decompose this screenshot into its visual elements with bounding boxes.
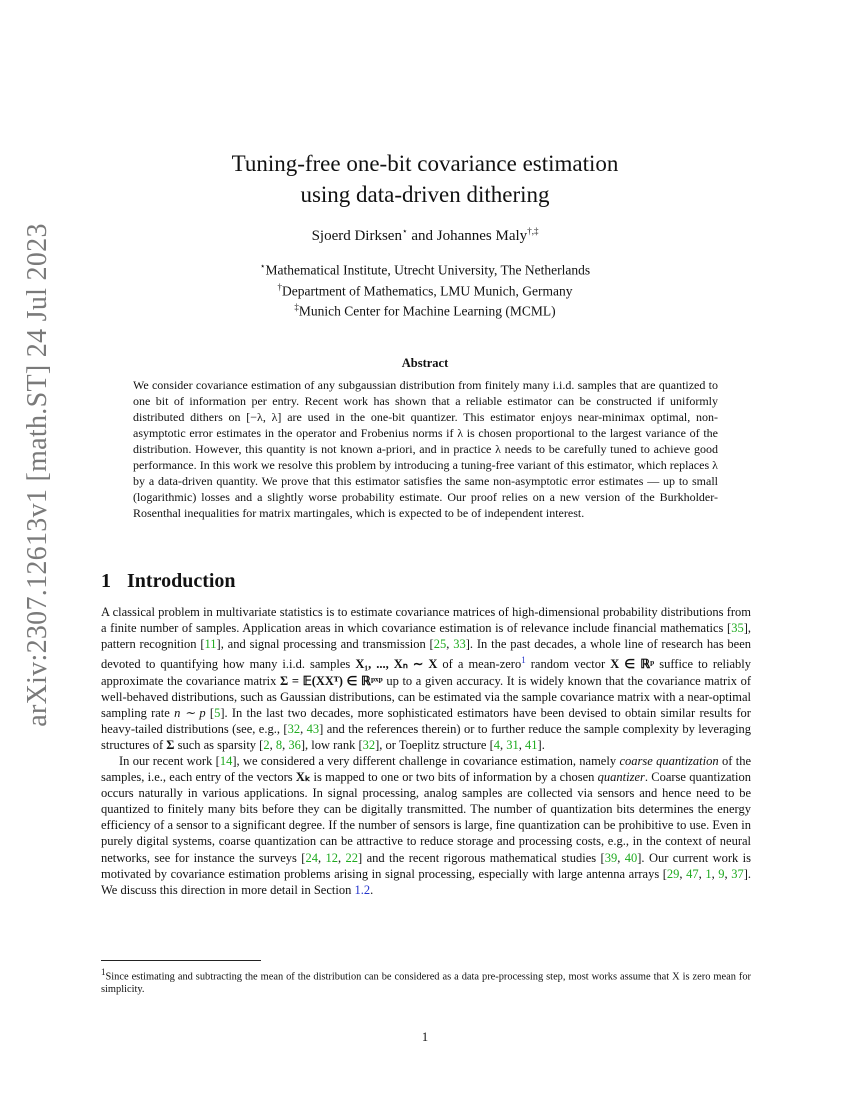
math-covariance: Σ = 𝔼(XXᵀ) ∈ ℝᵖˣᵖ <box>280 673 383 688</box>
text-run: ], or Toeplitz structure [ <box>375 737 494 752</box>
text-run: ]. We discuss this direction in more detail in Section <box>101 866 752 897</box>
text-run: , <box>617 850 625 865</box>
citation-link[interactable]: 31 <box>506 737 519 752</box>
section-title: Introduction <box>127 570 236 592</box>
text-run: , <box>698 866 706 881</box>
footnote-mark: 1 <box>101 967 106 977</box>
text-run: up to a given accuracy. It is widely known that the covariance matrix of well-behaved distributions, such as Gaussian distributions, can be estimated via the sample covariance matrix with a near-optimal sampling rate <box>101 673 751 720</box>
body-text <box>101 604 751 898</box>
text-run: , <box>300 721 307 736</box>
text-run: , <box>518 737 526 752</box>
arxiv-identifier: arXiv:2307.12613v1 [math.ST] 24 Jul 2023 <box>22 223 53 727</box>
citation-link[interactable]: 36 <box>288 737 301 752</box>
citation-link[interactable]: 32 <box>287 721 301 736</box>
page-number: 1 <box>421 1030 429 1044</box>
affiliation-list <box>0 258 850 320</box>
citation-link[interactable]: 2 <box>263 737 270 752</box>
title-line-1: Tuning-free one-bit covariance estimation <box>231 151 619 176</box>
citation-link[interactable]: 25 <box>433 637 447 652</box>
citation-link[interactable]: 37 <box>731 866 744 881</box>
affiliation-3-mark: ‡ <box>294 302 299 312</box>
citation-link[interactable]: 8 <box>275 737 283 752</box>
citation-link[interactable]: 1 <box>705 866 712 881</box>
paragraph-2 <box>101 753 751 898</box>
text-run: , <box>711 866 719 881</box>
section-reference-link[interactable]: 1.2 <box>354 882 371 897</box>
text-run: random vector <box>525 657 611 672</box>
citation-link[interactable]: 41 <box>525 737 538 752</box>
text-run: , <box>317 850 326 865</box>
text-run: , <box>282 737 289 752</box>
citation-link[interactable]: 9 <box>718 866 725 881</box>
affiliation-3-text: Munich Center for Machine Learning (MCML) <box>298 303 556 319</box>
author-1-name: Sjoerd Dirksen <box>311 228 402 244</box>
affiliation-3 <box>0 299 850 320</box>
text-run: In our recent work [ <box>119 754 220 768</box>
text-run: ], we considered a very different challenge in covariance estimation, namely <box>232 754 620 768</box>
paper-title <box>0 148 850 210</box>
title-line-2: using data-driven dithering <box>300 182 550 207</box>
text-run: , <box>679 866 687 881</box>
author-list <box>0 226 850 245</box>
text-run: is mapped to one or two bits of information by a chosen <box>310 770 598 785</box>
math-xk: Xₖ <box>295 770 311 785</box>
text-run: , <box>338 850 346 865</box>
text-run: . Coarse quantization occurs naturally in various applications. In signal processing, analog samples are collected via sensors and hence need to be quantized to finitely many bits before they can be digitally transmitted. The number of quantization bits determines the energy efficiency of a sensor to a significant degree. If the number of sensors is large, fine quantization can be prohibitive to use. Even in purely digital systems, coarse quantization can be attractive to reduce storage and processing costs, e.g., in the context of neural networks, see for instance the surveys [ <box>101 770 751 865</box>
text-run: ] and the recent rigorous mathematical studies [ <box>358 850 605 865</box>
footnote-marker[interactable]: 1 <box>521 655 526 666</box>
citation-link[interactable]: 4 <box>493 737 501 752</box>
citation-link[interactable]: 39 <box>604 850 618 865</box>
abstract-heading: Abstract <box>401 356 449 370</box>
citation-link[interactable]: 35 <box>731 621 744 636</box>
citation-link[interactable]: 32 <box>362 737 376 752</box>
text-run: , <box>446 637 454 652</box>
text-run: A classical problem in multivariate statistics is to estimate covariance matrices of high-dimensional probability distributions from a finite number of samples. Application areas in which covariance estimation is of relevance include financial mathematics [ <box>101 605 751 636</box>
math-rate: n ∼ p <box>174 705 206 720</box>
citation-link[interactable]: 22 <box>345 850 359 865</box>
section-heading <box>101 570 236 593</box>
affiliation-1-text: Mathematical Institute, Utrecht University, The Netherlands <box>265 262 591 278</box>
text-run: ]. Our current work is motivated by covariance estimation problems arising in signal processing, especially with large antenna arrays [ <box>101 850 751 881</box>
emphasis-coarse-quantization: coarse quantization <box>619 754 719 768</box>
text-run: ], low rank [ <box>300 737 363 752</box>
text-run: ] and the references therein) or to further reduce the sample complexity by leveraging structures of <box>101 721 752 752</box>
affiliation-1-mark: ⋆ <box>259 261 266 271</box>
paragraph-1 <box>101 604 751 753</box>
section-number: 1 <box>101 570 111 592</box>
text-run: [ <box>205 705 215 720</box>
affiliation-2-mark: † <box>277 281 282 292</box>
math-samples: X₁, ..., Xₙ ∼ X <box>355 657 438 672</box>
citation-link[interactable]: 43 <box>306 721 320 736</box>
citation-link[interactable]: 11 <box>204 637 217 652</box>
footnote <box>101 966 751 996</box>
footnote-text: Since estimating and subtracting the mean of the distribution can be considered as a data pre-processing step, most works assume that X is zero mean for simplicity. <box>101 971 751 996</box>
author-1-mark: ⋆ <box>401 226 408 236</box>
abstract-text: We consider covariance estimation of any subgaussian distribution from finitely many i.i.d. samples that are quantized to one bit of information per entry. Recent work has shown that a reliable estimator can be constructed if uniformly distributed dithers on [−λ, λ] are used in the one-bit quantizer. This estimator enjoys near-minimax optimal, non-asymptotic error estimates in the operator and Frobenius norms if λ is chosen proportional to the largest variance of the distribution. However, this quantity is not known a-priori, and in practice λ needs to be carefully tuned to achieve good performance. In this work we resolve this problem by introducing a tuning-free variant of this estimator, which replaces λ by a data-driven quantity. We prove that this estimator satisfies the same non-asymptotic error estimates — up to small (logarithmic) losses and a slightly worse probability estimate. Our proof relies on a new version of the Burkholder-Rosenthal inequalities for matrix martingales, which is expected to be of independent interest. <box>133 378 718 520</box>
citation-link[interactable]: 5 <box>214 705 221 720</box>
citation-link[interactable]: 40 <box>624 850 638 865</box>
text-run: , <box>500 737 507 752</box>
author-2-name: Johannes Maly <box>436 228 528 244</box>
text-run: such as sparsity [ <box>174 737 264 752</box>
citation-link[interactable]: 29 <box>666 866 680 881</box>
citation-link[interactable]: 12 <box>325 850 338 865</box>
citation-link[interactable]: 24 <box>305 850 318 865</box>
authors-and: and <box>411 228 434 244</box>
text-run: suffice to reliably approximate the covariance matrix <box>101 657 751 688</box>
text-run: . <box>370 882 374 897</box>
citation-link[interactable]: 14 <box>219 754 233 768</box>
author-2-mark: †,‡ <box>527 226 539 236</box>
text-run: ], and signal processing and transmission [ <box>216 637 434 652</box>
text-run: ]. In the last two decades, more sophisticated estimators have been devised to obtain similar results for heavy-tailed distributions (see, e.g., [ <box>101 705 751 736</box>
text-run: of a mean-zero <box>437 657 522 672</box>
emphasis-quantizer: quantizer <box>597 770 645 785</box>
affiliation-2 <box>0 279 850 300</box>
affiliation-2-text: Department of Mathematics, LMU Munich, Germany <box>281 283 573 298</box>
math-sigma: Σ <box>166 737 175 752</box>
text-run: ]. In the past decades, a whole line of research has been devoted to quantifying how many i.i.d. samples <box>101 637 752 672</box>
text-run: ]. <box>537 737 545 752</box>
text-run: , <box>269 737 276 752</box>
citation-link[interactable]: 47 <box>686 866 699 881</box>
text-run: ], pattern recognition [ <box>101 621 751 652</box>
math-random-vector: X ∈ ℝᵖ <box>610 657 655 672</box>
affiliation-1 <box>0 258 850 279</box>
citation-link[interactable]: 33 <box>453 637 466 652</box>
text-run: of the samples, i.e., each entry of the vectors <box>101 754 751 785</box>
footnote-divider <box>101 960 261 961</box>
text-run: , <box>724 866 732 881</box>
